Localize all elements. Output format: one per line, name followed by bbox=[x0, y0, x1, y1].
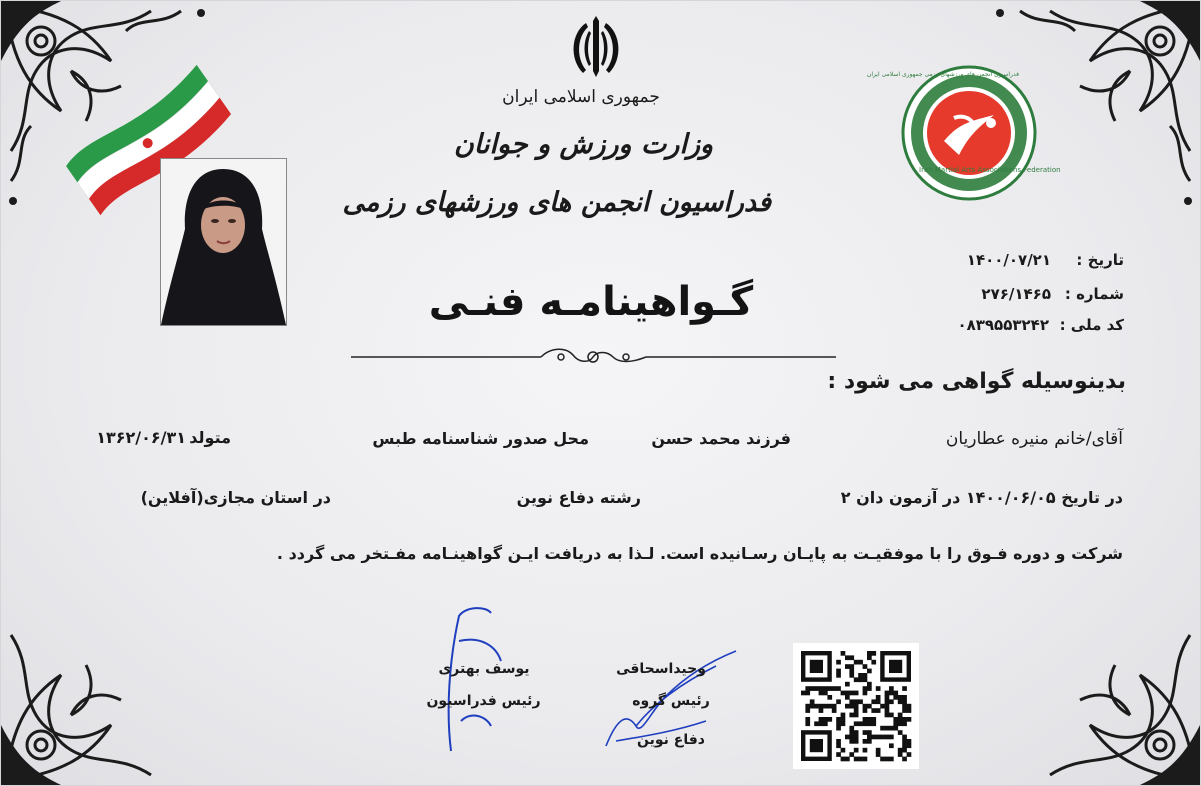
iran-emblem-icon bbox=[561, 11, 631, 87]
signature-left-icon bbox=[431, 601, 521, 765]
national-code-value: ۰۸۳۹۵۵۳۲۴۲ bbox=[957, 316, 1049, 334]
completion-statement: شرکت و دوره فـوق را با موفقیـت به پایـان رسـانیده است. لـذا به دریافت ایـن گواهینـامه مفـتخر می گردد . bbox=[276, 544, 1123, 563]
left-signer-role: رئیس فدراسیون bbox=[426, 693, 541, 709]
federation-logo bbox=[866, 63, 1061, 207]
number-label: شماره : bbox=[1064, 285, 1124, 303]
number-value: ۲۷۶/۱۴۶۵ bbox=[981, 285, 1051, 303]
right-signer-name: وحیداسحاقی bbox=[616, 661, 706, 677]
corner-ornament-bottom-left bbox=[1, 585, 221, 785]
ministry-heading: وزارت ورزش و جوانان bbox=[453, 129, 714, 160]
certificate-title: گـواهینامـه فنـی bbox=[428, 279, 754, 325]
father-name: فرزند محمد حسن bbox=[651, 429, 791, 448]
date-value: ۱۴۰۰/۰۷/۲۱ bbox=[966, 251, 1051, 269]
qr-code bbox=[793, 643, 919, 769]
divider-ornament bbox=[351, 341, 836, 375]
left-signer-name: یوسف بهتری bbox=[438, 661, 530, 677]
recipient-name: آقای/خانم منیره عطاریان bbox=[945, 429, 1123, 449]
right-signer-role: رئیس گروه bbox=[632, 693, 710, 709]
birth-date: ۱۳۶۲/۰۶/۳۱ bbox=[96, 428, 186, 447]
birth-place: محل صدور شناسنامه طبس bbox=[372, 429, 589, 448]
birth-label: متولد bbox=[189, 428, 231, 447]
portrait-photo bbox=[160, 158, 287, 326]
exam-line: در تاریخ ۱۴۰۰/۰۶/۰۵ در آزمون دان ۲ bbox=[840, 488, 1123, 507]
logo-text-en: Iran Martial Arts Associations Federation bbox=[919, 166, 1061, 174]
intro-text: بدینوسیله گواهی می شود : bbox=[827, 369, 1126, 394]
right-signer-role-2: دفاع نوین bbox=[637, 732, 705, 748]
date-label: تاریخ : bbox=[1076, 251, 1124, 269]
logo-text-fa: فدراسیون انجمن های ورزشهای رزمی جمهوری اسلامی ایران bbox=[866, 71, 1019, 78]
republic-heading: جمهوری اسلامی ایران bbox=[502, 87, 660, 107]
national-code-label: کد ملی : bbox=[1059, 316, 1124, 334]
corner-ornament-bottom-right bbox=[980, 585, 1200, 785]
province-line: در استان مجازی(آفلاین) bbox=[140, 488, 331, 507]
field-line: رشته دفاع نوین bbox=[516, 488, 641, 507]
federation-heading: فدراسیون انجمن های ورزشهای رزمی bbox=[342, 187, 771, 218]
